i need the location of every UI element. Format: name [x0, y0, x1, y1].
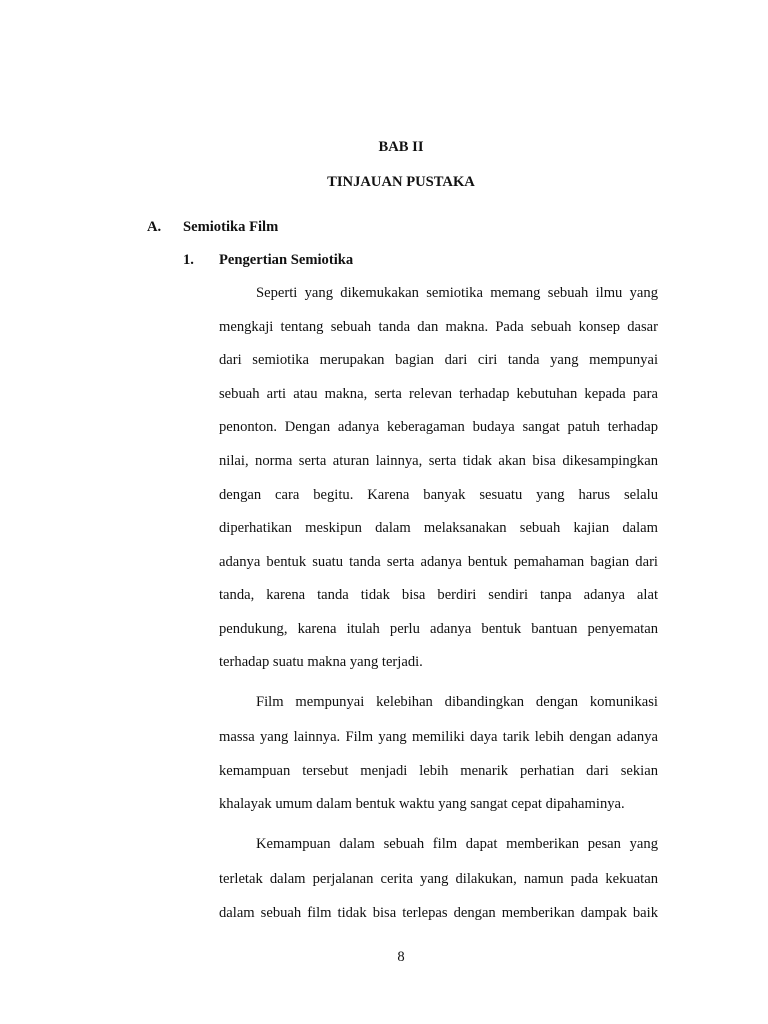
subsection-label: 1.	[183, 252, 194, 268]
paragraph-line: diperhatikan meskipun dalam melaksanakan sebuah kajian dalam	[219, 520, 658, 536]
paragraph-line: dengan cara begitu. Karena banyak sesuatu yang harus selalu	[219, 487, 658, 503]
paragraph-line: adanya bentuk suatu tanda serta adanya bentuk pemahaman bagian dari	[219, 554, 658, 570]
paragraph-line: terhadap suatu makna yang terjadi.	[219, 654, 423, 670]
paragraph-line: sebuah arti atau makna, serta relevan terhadap kebutuhan kepada para	[219, 386, 658, 402]
paragraph-line: nilai, norma serta aturan lainnya, serta tidak akan bisa dikesampingkan	[219, 453, 658, 469]
chapter-title: TINJAUAN PUSTAKA	[327, 174, 475, 190]
paragraph-line: terletak dalam perjalanan cerita yang dilakukan, namun pada kekuatan	[219, 871, 658, 887]
paragraph-line: penonton. Dengan adanya keberagaman budaya sangat patuh terhadap	[219, 419, 658, 435]
page-number: 8	[397, 949, 405, 965]
paragraph-line: pendukung, karena itulah perlu adanya bentuk bantuan penyematan	[219, 621, 658, 637]
paragraph-line: Film mempunyai kelebihan dibandingkan dengan komunikasi	[256, 694, 658, 710]
subsection-title: Pengertian Semiotika	[219, 252, 354, 268]
chapter-heading: BAB II	[378, 139, 424, 155]
section-label: A.	[147, 219, 162, 235]
paragraph-line: kemampuan tersebut menjadi lebih menarik perhatian dari sekian	[219, 763, 658, 779]
section-title: Semiotika Film	[183, 219, 279, 235]
paragraph-line: khalayak umum dalam bentuk waktu yang sangat cepat dipahaminya.	[219, 796, 625, 812]
paragraph-line: dari semiotika merupakan bagian dari ciri tanda yang mempunyai	[219, 352, 658, 368]
paragraph-line: massa yang lainnya. Film yang memiliki daya tarik lebih dengan adanya	[219, 729, 658, 745]
paragraph-line: tanda, karena tanda tidak bisa berdiri sendiri tanpa adanya alat	[219, 587, 658, 603]
paragraph-line: mengkaji tentang sebuah tanda dan makna. Pada sebuah konsep dasar	[219, 319, 658, 335]
paragraph-line: Seperti yang dikemukakan semiotika memang sebuah ilmu yang	[256, 285, 658, 301]
paragraph-line: Kemampuan dalam sebuah film dapat memberikan pesan yang	[256, 836, 658, 852]
paragraph-line: dalam sebuah film tidak bisa terlepas dengan memberikan dampak baik	[219, 905, 658, 921]
